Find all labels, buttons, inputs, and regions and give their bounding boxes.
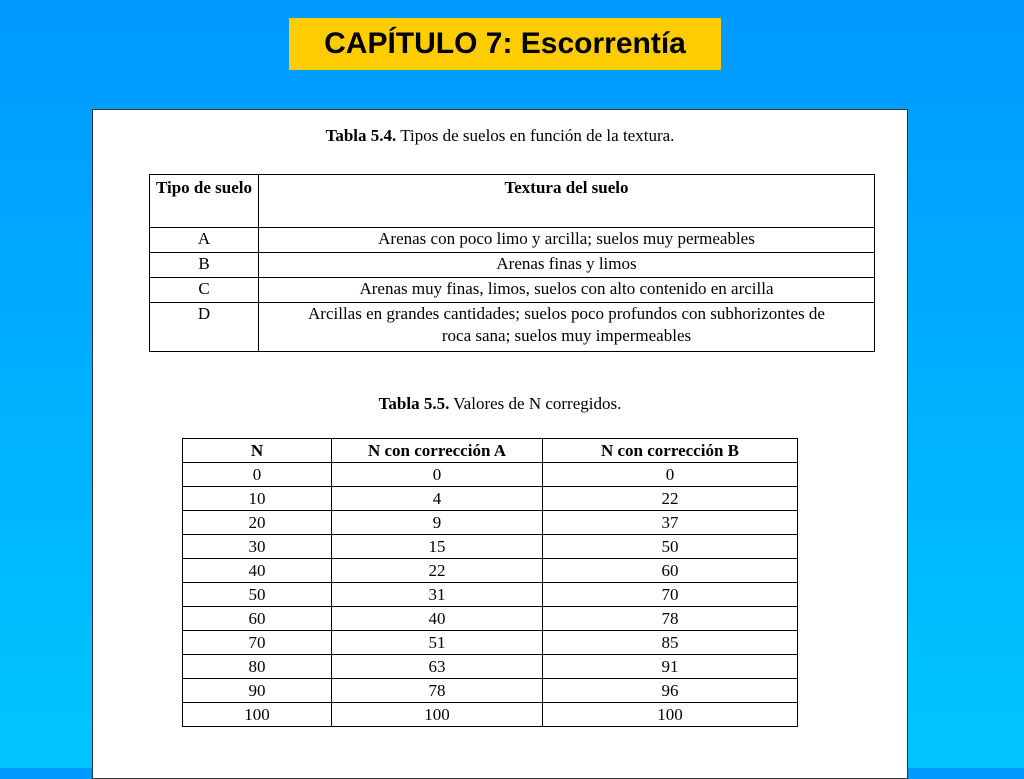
table-row <box>183 655 798 679</box>
table-row <box>183 535 798 559</box>
table-row <box>183 679 798 703</box>
table-header-row <box>183 439 798 463</box>
n-correction-a-cell: 51 <box>332 631 543 655</box>
n-correction-a-cell: 40 <box>332 607 543 631</box>
table-header-row <box>150 175 875 228</box>
table-row <box>183 703 798 727</box>
n-correction-a-cell: 78 <box>332 679 543 703</box>
n-correction-a-cell: 9 <box>332 511 543 535</box>
table-row <box>150 303 875 352</box>
table1-caption-label: Tabla 5.4. <box>325 126 397 145</box>
n-correction-b-cell: 96 <box>543 679 798 703</box>
n-correction-a-cell: 15 <box>332 535 543 559</box>
n-correction-b-cell: 78 <box>543 607 798 631</box>
n-value-cell: 30 <box>183 535 332 559</box>
table-row <box>183 559 798 583</box>
n-value-cell: 100 <box>183 703 332 727</box>
n-value-cell: 50 <box>183 583 332 607</box>
table-row <box>183 631 798 655</box>
table-row <box>150 278 875 303</box>
n-correction-b-cell: 85 <box>543 631 798 655</box>
table1-caption <box>93 126 907 146</box>
n-correction-b-cell: 91 <box>543 655 798 679</box>
corrected-n-table-body <box>183 463 798 727</box>
soil-types-table <box>149 174 875 352</box>
soil-type-cell: B <box>150 253 259 278</box>
soil-texture-cell: Arcillas en grandes cantidades; suelos poco profundos con subhorizontes de roca sana; suelos muy impermeables <box>259 303 875 352</box>
corrected-n-table <box>182 438 798 727</box>
n-correction-a-cell: 22 <box>332 559 543 583</box>
n-correction-b-cell: 50 <box>543 535 798 559</box>
slide-title: CAPÍTULO 7: Escorrentía <box>289 18 721 70</box>
header-n: N <box>183 439 332 463</box>
table1-caption-text: Tipos de suelos en función de la textura. <box>396 126 675 145</box>
header-soil-texture: Textura del suelo <box>259 175 875 228</box>
n-value-cell: 60 <box>183 607 332 631</box>
n-correction-b-cell: 22 <box>543 487 798 511</box>
n-value-cell: 90 <box>183 679 332 703</box>
soil-texture-cell: Arenas con poco limo y arcilla; suelos muy permeables <box>259 228 875 253</box>
table2-caption-text: Valores de N corregidos. <box>449 394 622 413</box>
header-soil-type: Tipo de suelo <box>150 175 259 228</box>
n-correction-a-cell: 4 <box>332 487 543 511</box>
soil-texture-cell: Arenas muy finas, limos, suelos con alto contenido en arcilla <box>259 278 875 303</box>
header-n-correction-b: N con corrección B <box>543 439 798 463</box>
table-row <box>150 253 875 278</box>
n-correction-a-cell: 31 <box>332 583 543 607</box>
n-correction-b-cell: 70 <box>543 583 798 607</box>
n-correction-b-cell: 60 <box>543 559 798 583</box>
table-row <box>183 463 798 487</box>
n-value-cell: 40 <box>183 559 332 583</box>
header-n-correction-a: N con corrección A <box>332 439 543 463</box>
soil-type-cell: D <box>150 303 259 352</box>
n-correction-a-cell: 0 <box>332 463 543 487</box>
table-row <box>183 487 798 511</box>
n-correction-a-cell: 100 <box>332 703 543 727</box>
table2-caption-label: Tabla 5.5. <box>378 394 450 413</box>
soil-type-cell: C <box>150 278 259 303</box>
n-value-cell: 80 <box>183 655 332 679</box>
table2-caption <box>93 394 907 414</box>
n-value-cell: 70 <box>183 631 332 655</box>
n-value-cell: 0 <box>183 463 332 487</box>
n-correction-a-cell: 63 <box>332 655 543 679</box>
table-row <box>183 583 798 607</box>
n-correction-b-cell: 37 <box>543 511 798 535</box>
table-row <box>183 511 798 535</box>
n-correction-b-cell: 0 <box>543 463 798 487</box>
soil-texture-cell: Arenas finas y limos <box>259 253 875 278</box>
content-panel <box>92 109 908 779</box>
table-row <box>150 228 875 253</box>
table-row <box>183 607 798 631</box>
n-correction-b-cell: 100 <box>543 703 798 727</box>
soil-type-cell: A <box>150 228 259 253</box>
n-value-cell: 20 <box>183 511 332 535</box>
n-value-cell: 10 <box>183 487 332 511</box>
